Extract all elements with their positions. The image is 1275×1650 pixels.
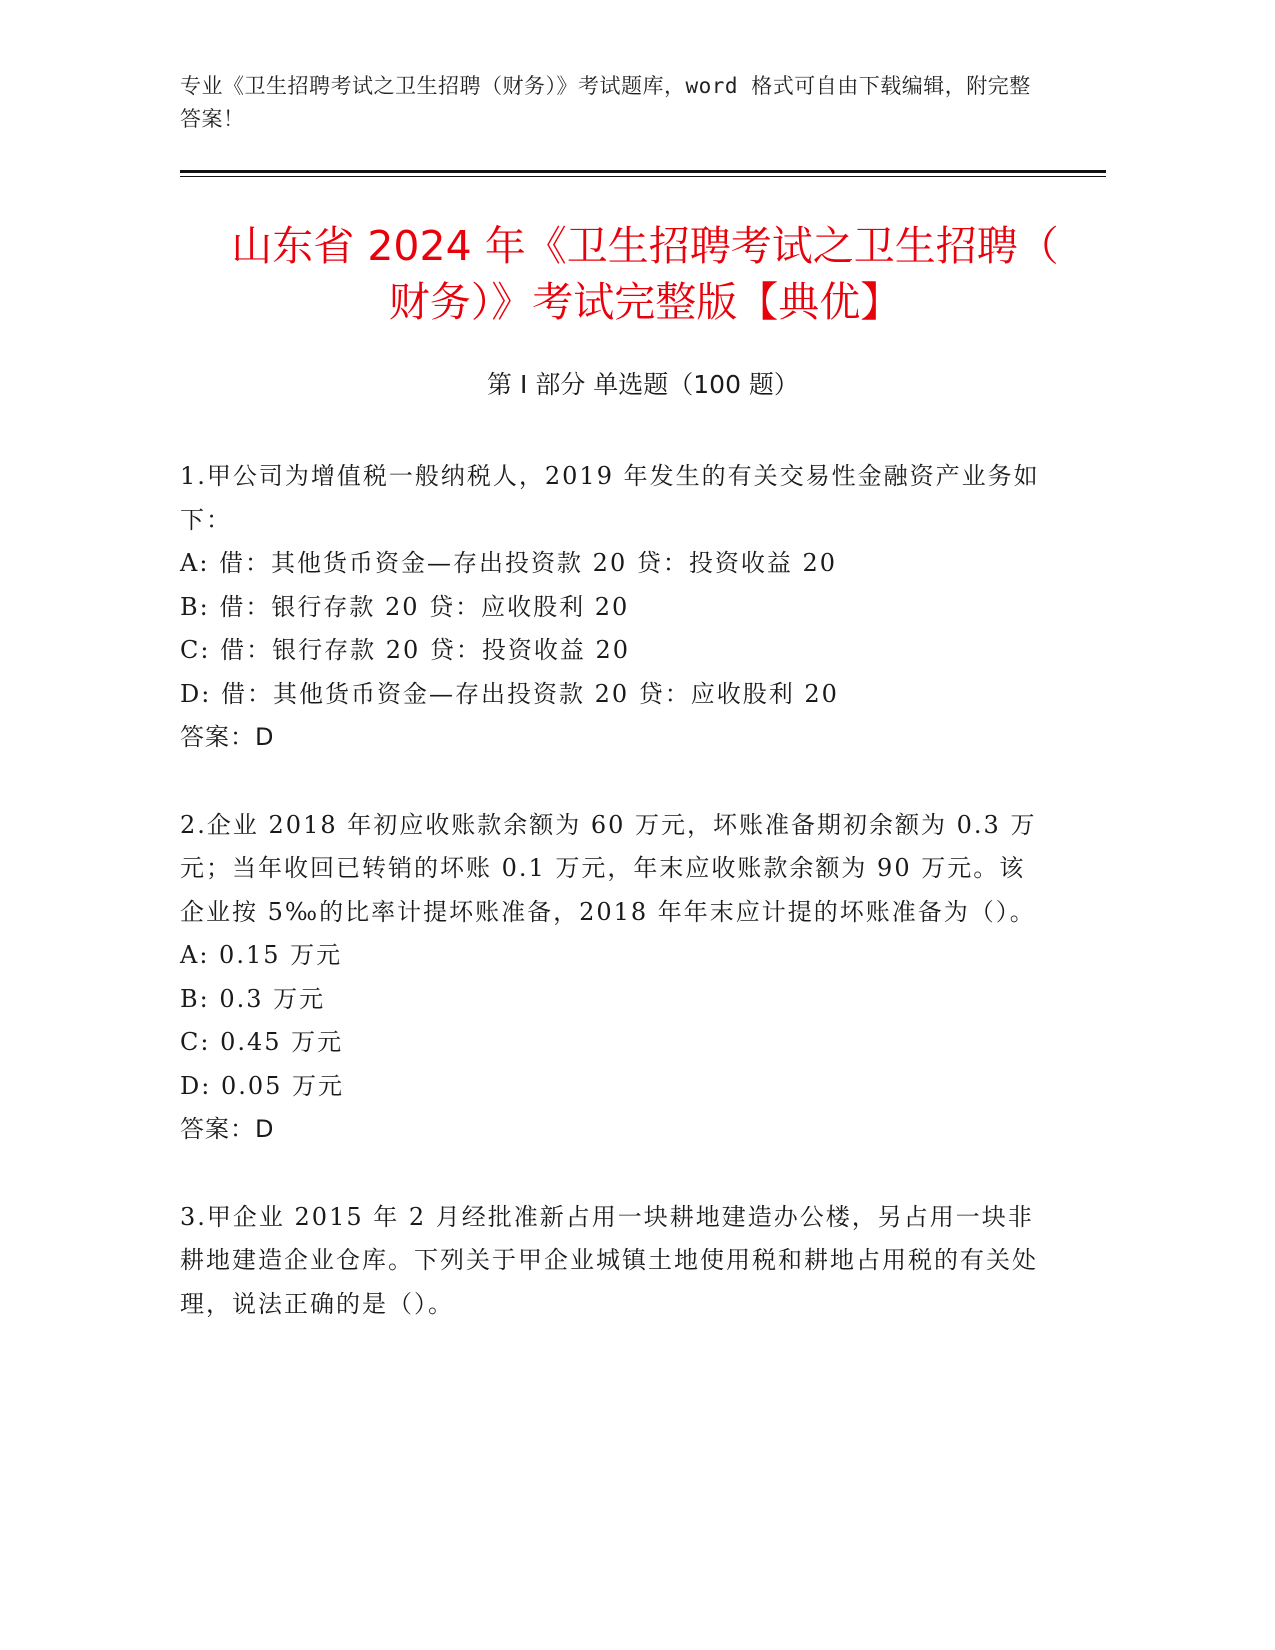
option-a: A: 0.15 万元 [180, 941, 343, 969]
question-1 [180, 455, 1040, 760]
option-b: B: 0.3 万元 [180, 984, 326, 1013]
question-stem: 1.甲公司为增值税一般纳税人，2019 年发生的有关交易性金融资产业务如下： [180, 462, 1040, 534]
option-d: D: 借：其他货币资金—存出投资款 20 贷：应收股利 20 [180, 679, 839, 708]
option-c: C: 借：银行存款 20 贷：投资收益 20 [180, 636, 631, 664]
header-rule-thin [180, 176, 1106, 177]
document-title [150, 218, 1140, 330]
option-d: D: 0.05 万元 [180, 1071, 345, 1100]
question-stem: 3.甲企业 2015 年 2 月经批准新占用一块耕地建造办公楼，另占用一块非耕地建造企业仓库。下列关于甲企业城镇土地使用税和耕地占用税的有关处理，说法正确的是（）。 [180, 1202, 1038, 1318]
document-title-line-1: 山东省 2024 年《卫生招聘考试之卫生招聘（ [231, 222, 1059, 270]
document-title-line-2: 财务）》考试完整版【典优】 [388, 278, 902, 326]
option-c: C: 0.45 万元 [180, 1028, 344, 1056]
answer: 答案：D [180, 1115, 275, 1143]
header-rule-thick [180, 170, 1106, 173]
question-3 [180, 1196, 1040, 1327]
option-a: A: 借：其他货币资金—存出投资款 20 贷：投资收益 20 [180, 549, 838, 577]
section-heading: 第 I 部分 单选题（100 题） [487, 370, 799, 399]
header-note: 专业《卫生招聘考试之卫生招聘（财务）》考试题库，word 格式可自由下载编辑，附完整答案！ [180, 74, 1031, 131]
question-2 [180, 804, 1040, 1152]
answer: 答案：D [180, 723, 275, 751]
question-list [180, 455, 1040, 1370]
question-stem: 2.企业 2018 年初应收账款余额为 60 万元，坏账准备期初余额为 0.3 万元；当年收回已转销的坏账 0.1 万元，年末应收账款余额为 90 万元。该企业按 5‰的比率计提坏账准备，2018 年年末应计提的坏账准备为（）。 [180, 810, 1037, 926]
option-b: B: 借：银行存款 20 贷：应收股利 20 [180, 592, 630, 621]
